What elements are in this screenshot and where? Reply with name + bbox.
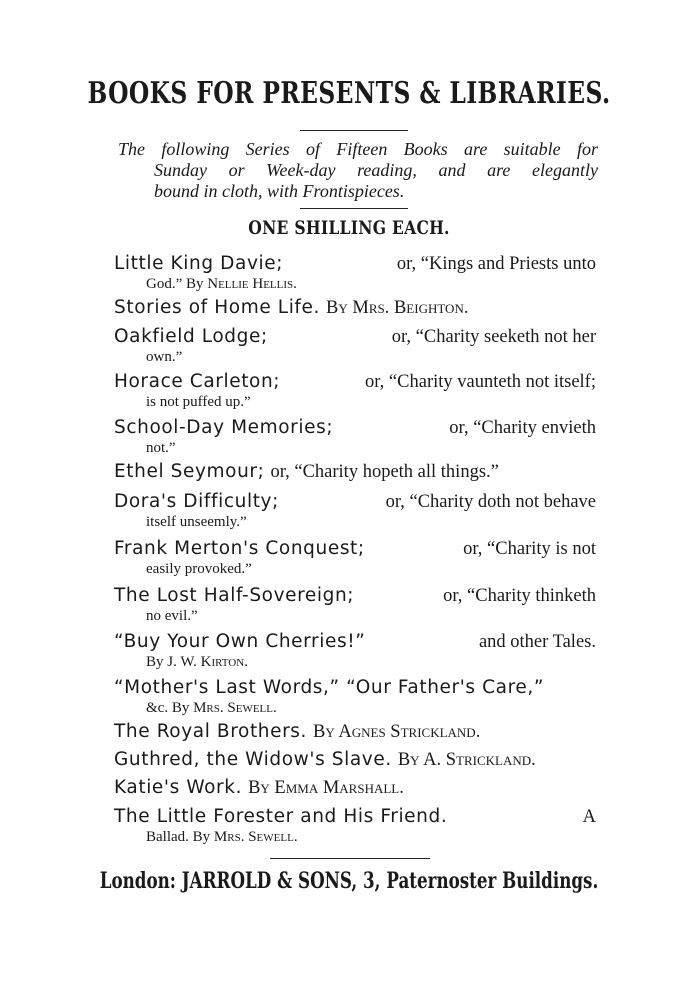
page-title: BOOKS FOR PRESENTS & LIBRARIES. (87, 76, 611, 111)
book-title: Dora's Difficulty; (114, 491, 279, 512)
book-subtitle: or, “Charity seeketh not her (391, 327, 596, 347)
book-entry (114, 584, 596, 625)
author-name: Nellie Hellis. (207, 276, 297, 292)
book-entry (114, 748, 596, 772)
book-title: The Little Forester and His Friend. (114, 806, 448, 827)
book-title: Little King Davie; (114, 253, 284, 274)
book-subtitle: or, “Charity thinketh (443, 586, 596, 606)
book-title: Ethel Seymour; (114, 461, 265, 482)
author-name: Mrs. Sewell. (213, 829, 298, 845)
intro-paragraph (118, 139, 598, 202)
book-author-line: no evil.” (146, 608, 198, 624)
book-title: School-Day Memories; (114, 417, 334, 438)
book-title: Frank Merton's Conquest; (114, 538, 365, 559)
book-title: Guthred, the Widow's Slave. (114, 749, 392, 770)
book-author-line: By J. W. Kirton. (146, 654, 248, 670)
book-entry (114, 416, 596, 457)
author-name: Mrs. Sewell. (193, 700, 277, 716)
book-entry (114, 776, 596, 800)
divider-rule (300, 208, 408, 209)
book-entry (114, 676, 596, 717)
book-author-line: &c. By Mrs. Sewell. (146, 700, 277, 716)
book-subtitle: or, “Charity is not (463, 539, 596, 559)
book-title: The Lost Half-Sovereign; (114, 585, 355, 606)
book-title: “Buy Your Own Cherries!” (114, 631, 366, 652)
book-entry (114, 490, 596, 531)
book-title: The Royal Brothers. (114, 721, 308, 742)
divider-rule (270, 858, 430, 859)
intro-line: bound in cloth, with Frontispieces. (154, 181, 405, 201)
divider-rule (300, 130, 408, 131)
book-author: By Mrs. Beighton. (326, 298, 469, 318)
publisher-imprint: London: JARROLD & SONS, 3, Paternoster Buildings. (99, 868, 599, 894)
book-subtitle: and other Tales. (478, 632, 596, 652)
book-title: Katie's Work. (114, 777, 243, 798)
intro-line: The following Series of Fifteen Books are suitable for (118, 139, 598, 159)
book-title: “Mother's Last Words,” “Our Father's Care,” (114, 677, 545, 698)
book-subtitle: or, “Charity doth not behave (385, 492, 596, 512)
book-subtitle: or, “Charity hopeth all things.” (270, 462, 499, 482)
book-entry (114, 537, 596, 578)
book-entry (114, 460, 596, 484)
book-subtitle: or, “Charity envieth (449, 418, 596, 438)
book-author-line: easily provoked.” (146, 561, 252, 577)
book-title: Oakfield Lodge; (114, 326, 268, 347)
book-title: Horace Carleton; (114, 371, 281, 392)
intro-line: Sunday or Week-day reading, and are elegantly (154, 160, 598, 180)
price-heading: ONE SHILLING EACH. (248, 217, 450, 239)
book-entry (114, 370, 596, 411)
book-entry (114, 630, 596, 671)
book-author-line: own.” (146, 349, 183, 365)
book-author-line: Ballad. By Mrs. Sewell. (146, 829, 298, 845)
book-entry (114, 805, 596, 846)
book-subtitle: or, “Charity vaunteth not itself; (365, 372, 596, 392)
book-entry (114, 296, 596, 320)
book-entry (114, 720, 596, 744)
book-title: Stories of Home Life. (114, 297, 321, 318)
book-author: By A. Strickland. (397, 750, 536, 770)
book-author: By Agnes Strickland. (313, 722, 481, 742)
book-author-line: not.” (146, 440, 176, 456)
book-author-line: God.” By Nellie Hellis. (146, 276, 297, 292)
book-author-line: itself unseemly.” (146, 514, 247, 530)
book-entry (114, 325, 596, 366)
book-subtitle: A (582, 807, 596, 827)
book-author-line: is not puffed up.” (146, 394, 251, 410)
book-author: By Emma Marshall. (248, 778, 404, 798)
author-name: J. W. Kirton. (167, 654, 248, 670)
book-entry (114, 252, 596, 293)
book-subtitle: or, “Kings and Priests unto (396, 254, 596, 274)
